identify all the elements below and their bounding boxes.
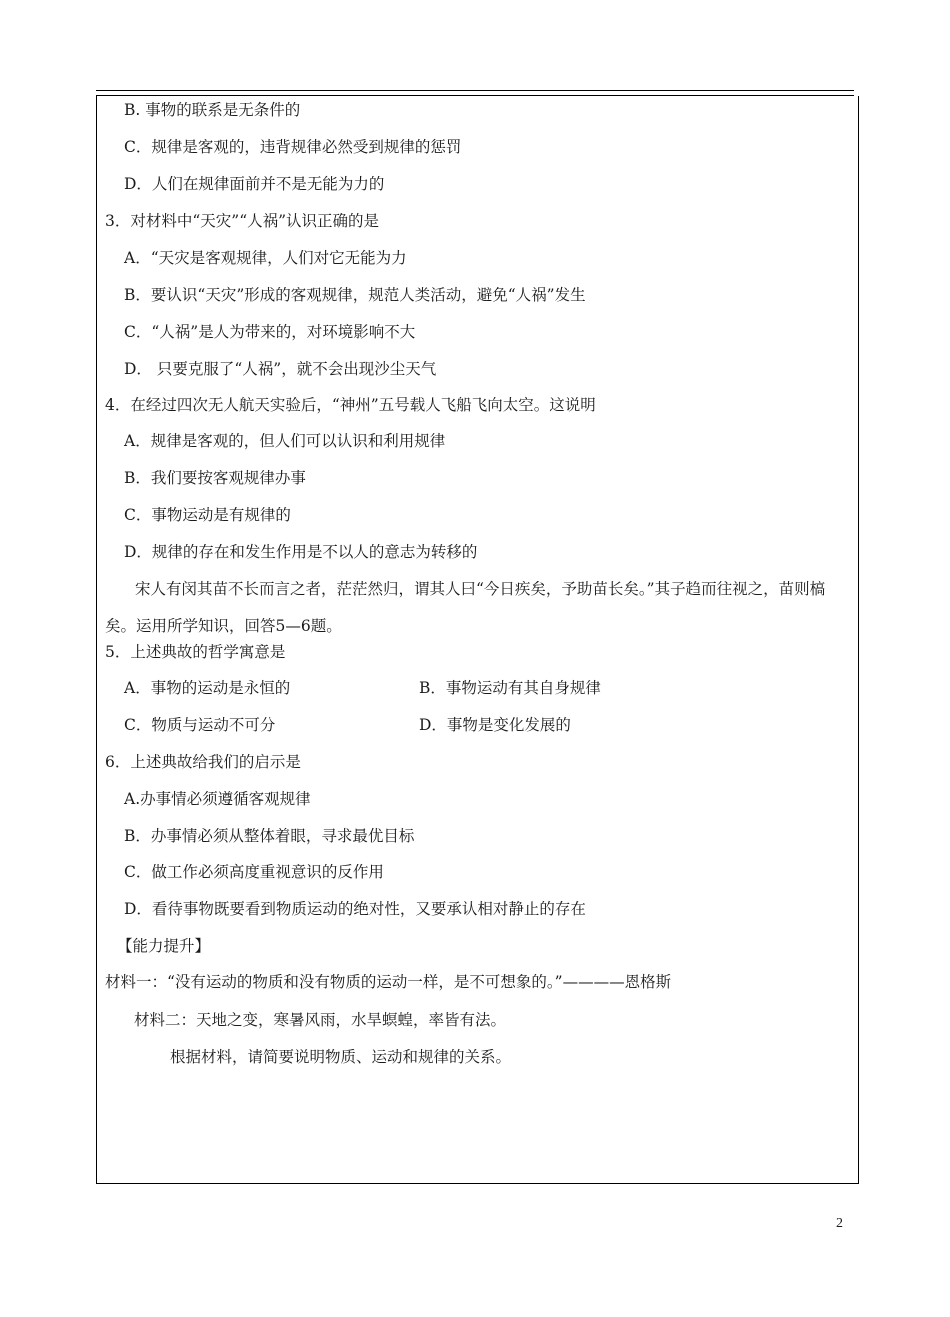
question-5: 5．上述典故的哲学寓意是 <box>105 643 286 661</box>
material-one: 材料一：“没有运动的物质和没有物质的运动一样，是不可想象的。”————恩格斯 <box>105 973 672 991</box>
prompt-question: 根据材料，请简要说明物质、运动和规律的关系。 <box>170 1048 512 1066</box>
option-2d: D．人们在规律面前并不是无能为力的 <box>124 175 385 193</box>
option-5a: A．事物的运动是永恒的 <box>124 679 291 697</box>
story-passage: 宋人有闵其苗不长而言之者，茫茫然归，谓其人曰“今日疾矣，予助苗长矣。”其子趋而往视之，苗则槁矣。运用所学知识，回答5—6题。 <box>105 580 826 635</box>
question-4: 4．在经过四次无人航天实验后，“神州”五号载人飞船飞向太空。这说明 <box>105 396 596 414</box>
option-2c: C．规律是客观的，违背规律必然受到规律的惩罚 <box>124 138 462 156</box>
option-6d: D．看待事物既要看到物质运动的绝对性，又要承认相对静止的存在 <box>124 900 586 918</box>
option-4c: C．事物运动是有规律的 <box>124 506 291 524</box>
question-6: 6．上述典故给我们的启示是 <box>105 753 301 771</box>
option-4b: B．我们要按客观规律办事 <box>124 469 306 487</box>
option-6b: B．办事情必须从整体着眼，寻求最优目标 <box>124 827 415 845</box>
option-5b: B．事物运动有其自身规律 <box>419 679 601 697</box>
option-2b: B. 事物的联系是无条件的 <box>124 101 301 119</box>
option-3a: A．“天灾是客观规律，人们对它无能为力 <box>124 249 407 267</box>
option-3b: B．要认识“天灾”形成的客观规律，规范人类活动，避免“人祸”发生 <box>124 286 586 304</box>
option-4d: D．规律的存在和发生作用是不以人的意志为转移的 <box>124 543 478 561</box>
question-3: 3．对材料中“天灾”“人祸”认识正确的是 <box>105 212 380 230</box>
material-two: 材料二：天地之变，寒暑风雨，水旱螟蝗，率皆有法。 <box>134 1011 507 1029</box>
section-heading: 【能力提升】 <box>117 937 211 955</box>
option-6a: A.办事情必须遵循客观规律 <box>124 790 311 808</box>
option-3c: C．“人祸”是人为带来的，对环境影响不大 <box>124 323 416 341</box>
option-3d: D． 只要克服了“人祸”，就不会出现沙尘天气 <box>124 360 437 378</box>
option-5d: D．事物是变化发展的 <box>419 716 571 734</box>
page-number: 2 <box>836 1216 843 1231</box>
option-5c: C．物质与运动不可分 <box>124 716 276 734</box>
option-6c: C．做工作必须高度重视意识的反作用 <box>124 863 384 881</box>
option-4a: A．规律是客观的，但人们可以认识和利用规律 <box>124 432 446 450</box>
header-rule-top <box>96 90 854 91</box>
